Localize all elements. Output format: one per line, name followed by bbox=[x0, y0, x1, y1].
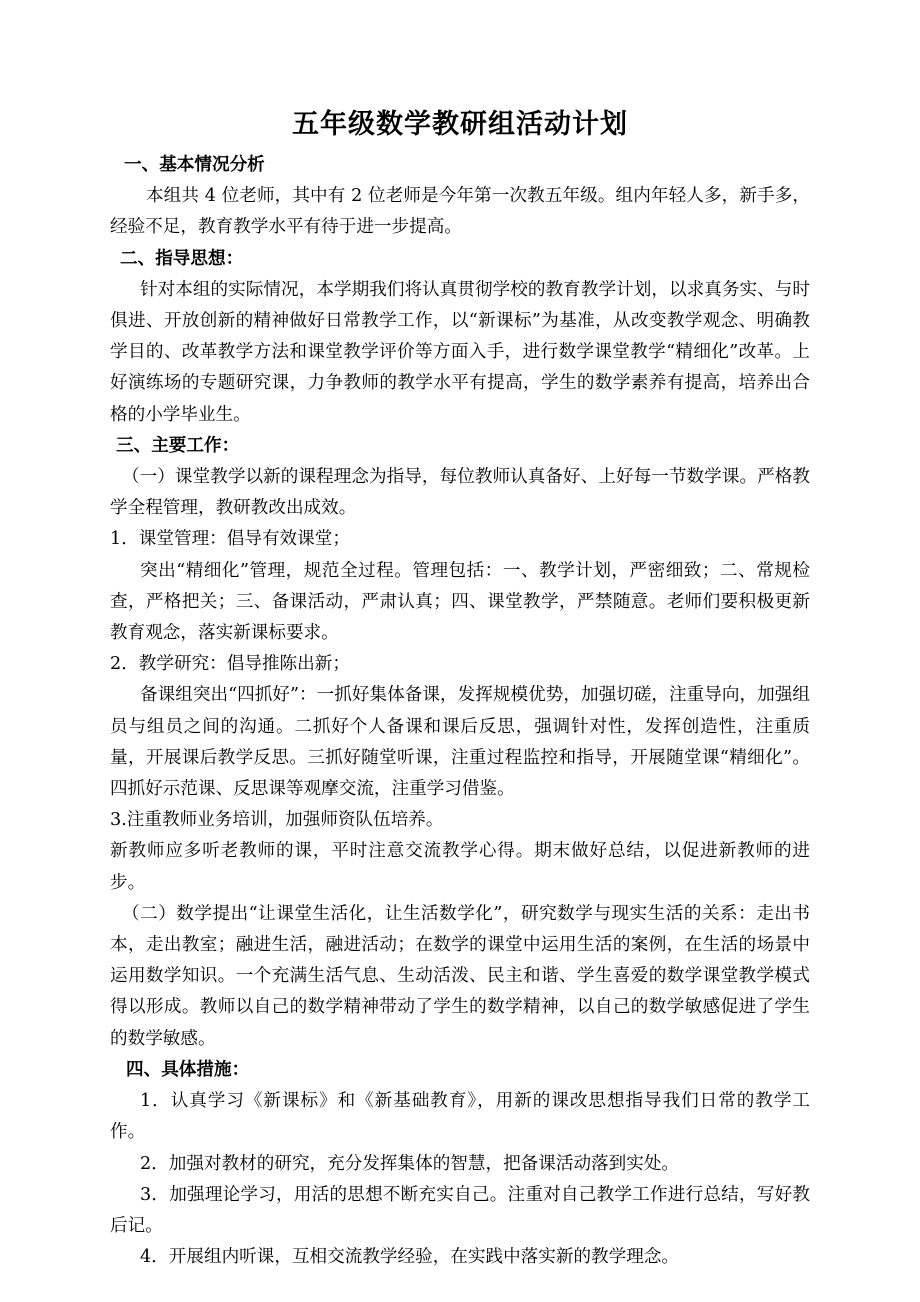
paragraph-teacher-training: 新教师应多听老教师的课，平时注意交流教学心得。期末做好总结，以促进新教师的进步。 bbox=[110, 841, 810, 893]
document-page bbox=[110, 105, 810, 1273]
section-heading-measures: 四、具体措施： bbox=[126, 1059, 250, 1080]
paragraph-guiding-thought: 针对本组的实际情况，本学期我们将认真贯彻学校的教育教学计划，以求真务实、与时俱进、开放创新的精神做好日常教学工作，以“新课标”为基准，从改变教学观念、明确教学目的、改革教学方法和课堂教学评价等方面入手，进行数学课堂教学“精细化”改革。上好演练场的专题研究课，力争教师的教学水平有提高，学生的数学素养有提高，培养出合格的小学毕业生。 bbox=[110, 279, 810, 425]
list-item-measure-4: 4．开展组内听课，互相交流教学经验，在实践中落实新的教学理念。 bbox=[140, 1247, 680, 1268]
item-title-classroom-management: 1．课堂管理：倡导有效课堂； bbox=[110, 529, 350, 550]
paragraph-teaching-research: 备课组突出“四抓好”：一抓好集体备课，发挥规模优势，加强切磋，注重导向，加强组员与组员之间的沟通。二抓好个人备课和课后反思，强调针对性，发挥创造性，注重质量，开展课后教学反思。三抓好随堂听课，注重过程监控和指导，开展随堂课“精细化”。四抓好示范课、反思课等观摩交流，注重学习借鉴。 bbox=[110, 685, 810, 800]
list-item-measure-2: 2．加强对教材的研究，充分发挥集体的智慧，把备课活动落到实处。 bbox=[140, 1153, 680, 1174]
list-item-measure-3: 3．加强理论学习，用活的思想不断充实自己。注重对自己教学工作进行总结，写好教后记。 bbox=[110, 1184, 810, 1236]
paragraph-classroom-management: 突出“精细化”管理，规范全过程。管理包括：一、教学计划，严密细致；二、常规检查，严格把关；三、备课活动，严肃认真；四、课堂教学，严禁随意。老师们要积极更新教育观念，落实新课标要求。 bbox=[110, 560, 810, 644]
item-title-teacher-training: 3.注重教师业务培训，加强师资队伍培养。 bbox=[110, 810, 444, 831]
paragraph-part-two: （二）数学提出“让课堂生活化，让生活数学化”，研究数学与现实生活的关系：走出书本，走出教室；融进生活，融进活动；在数学的课堂中运用生活的案例，在生活的场景中运用数学知识。一个充满生活气息、生动活泼、民主和谐、学生喜爱的数学课堂教学模式得以形成。教师以自己的数学精神带动了学生的数学精神，以自己的数学敏感促进了学生的数学敏感。 bbox=[110, 903, 810, 1049]
paragraph-basic-situation: 本组共 4 位老师，其中有 2 位老师是今年第一次教五年级。组内年轻人多，新手多，经验不足，教育教学水平有待于进一步提高。 bbox=[110, 186, 810, 238]
section-heading-main-work: 三、主要工作： bbox=[116, 435, 240, 456]
section-heading-guiding-thought: 二、指导思想： bbox=[120, 248, 244, 269]
item-title-teaching-research: 2．教学研究：倡导推陈出新； bbox=[110, 654, 350, 675]
list-item-measure-1: 1．认真学习《新课标》和《新基础教育》，用新的课改思想指导我们日常的教学工作。 bbox=[110, 1091, 810, 1143]
section-heading-basic-situation: 一、基本情况分析 bbox=[124, 155, 265, 175]
paragraph-part-one: （一）课堂教学以新的课程理念为指导，每位教师认真备好、上好每一节数学课。严格教学全程管理，教研教改出成效。 bbox=[110, 467, 810, 519]
page-title: 五年级数学教研组活动计划 bbox=[292, 109, 628, 140]
